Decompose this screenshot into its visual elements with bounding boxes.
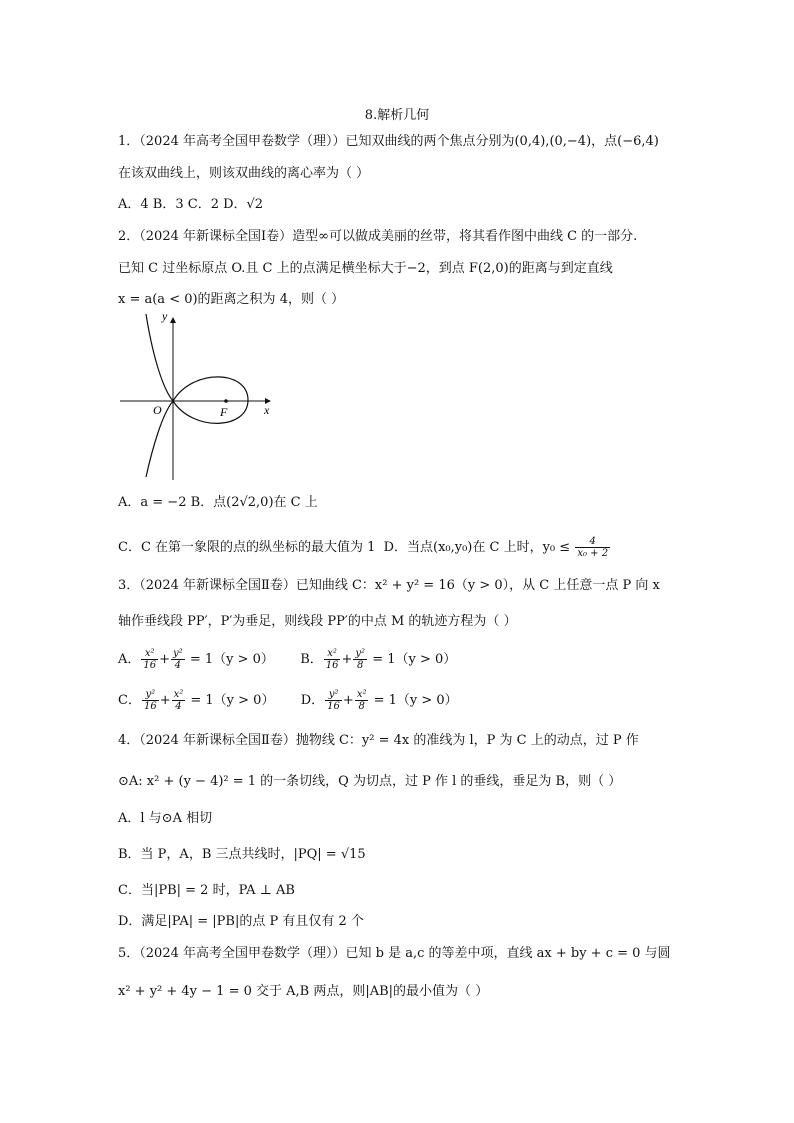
curve-figure [118, 312, 283, 482]
curve-svg [118, 312, 283, 482]
curve-c [146, 314, 248, 477]
q1-options: A．4 B．3 C．2 D．√2 [118, 197, 264, 212]
q4-option-a: A．l 与⊙A 相切 [118, 811, 213, 826]
q3-options-ab [118, 648, 456, 671]
focus-label: F [220, 405, 228, 419]
q3-option-d: D． $\frac{\text{y²}}{16}$ + $\frac{\text{x²}}{8}$ = 1（y > 0） [300, 689, 458, 712]
q2-option-d-text: D．当点(x₀,y₀)在 C 上时，y₀ ≤ [383, 540, 571, 555]
q2-stem-line1: 2．（2024 年新课标全国Ⅰ卷）造型∞可以做成美丽的丝带，将其看作图中曲线 C 的一部分. [118, 229, 638, 244]
q5-stem-line2: x² + y² + 4y − 1 = 0 交于 A,B 两点，则|AB|的最小值为（ ） [118, 984, 489, 999]
q4-stem-line2: ⊙A: x² + (y − 4)² = 1 的一条切线，Q 为切点，过 P 作 l 的垂线，垂足为 B，则（ ） [118, 774, 622, 789]
q4-stem-line1: 4．（2024 年新课标全国Ⅱ卷）抛物线 C：y² = 4x 的准线为 l，P 为 C 上的动点，过 P 作 [118, 733, 639, 748]
q2-option-c-row [118, 536, 611, 559]
fraction-denominator: x₀ + 2 [577, 548, 609, 559]
q1-stem-line1: 1．（2024 年高考全国甲卷数学（理））已知双曲线的两个焦点分别为(0,4),(0,−4)，点(−6,4) [118, 134, 659, 149]
focus-point [224, 399, 228, 403]
y-axis-label: y [162, 312, 168, 323]
q3-stem-line2: 轴作垂线段 PP′，P′为垂足，则线段 PP′的中点 M 的轨迹方程为（ ） [118, 614, 517, 629]
q4-option-b: B．当 P，A，B 三点共线时，|PQ| = √15 [118, 847, 366, 862]
q3-option-c: C． $\frac{\text{y²}}{16}$ + $\frac{\text{x²}}{4}$ = 1（y > 0） [118, 689, 275, 712]
q3-stem-line1: 3．（2024 年新课标全国Ⅱ卷）已知曲线 C：x² + y² = 16（y > 0），从 C 上任意一点 P 向 x [118, 578, 660, 593]
q4-option-d: D．满足|PA| = |PB|的点 P 有且仅有 2 个 [118, 914, 364, 929]
q4-option-c: C．当|PB| = 2 时，PA ⊥ AB [118, 883, 295, 898]
q2-option-c: C．C 在第一象限的点的纵坐标的最大值为 1 [118, 540, 376, 555]
q2-option-d-fraction [575, 536, 610, 559]
q1-stem-line2: 在该双曲线上，则该双曲线的离心率为（ ） [118, 166, 370, 181]
q2-stem-line3: x = a(a < 0)的距离之积为 4，则（ ） [118, 292, 345, 307]
q3-options-cd [118, 689, 458, 712]
x-axis-label: x [264, 403, 270, 417]
q2-stem-line2: 已知 C 过坐标原点 O.且 C 上的点满足横坐标大于−2，到点 F(2,0)的距离与到定直线 [118, 261, 613, 276]
q2-options-ab: A．a = −2 B．点(2√2,0)在 C 上 [118, 495, 318, 510]
q3-option-b: B． $\frac{\text{x²}}{16}$ + $\frac{\text{y²}}{8}$ = 1（y > 0） [300, 648, 457, 671]
q5-stem-line1: 5．（2024 年高考全国甲卷数学（理））已知 b 是 a,c 的等差中项，直线 ax + by + c = 0 与圆 [118, 946, 671, 961]
q3-option-a: A． $\frac{\text{x²}}{16}$ + $\frac{\text{y²}}{4}$ = 1（y > 0） [118, 648, 274, 671]
fraction-numerator: 4 [575, 536, 610, 548]
page-title: 8.解析几何 [364, 108, 430, 123]
origin-label: O [153, 403, 162, 417]
